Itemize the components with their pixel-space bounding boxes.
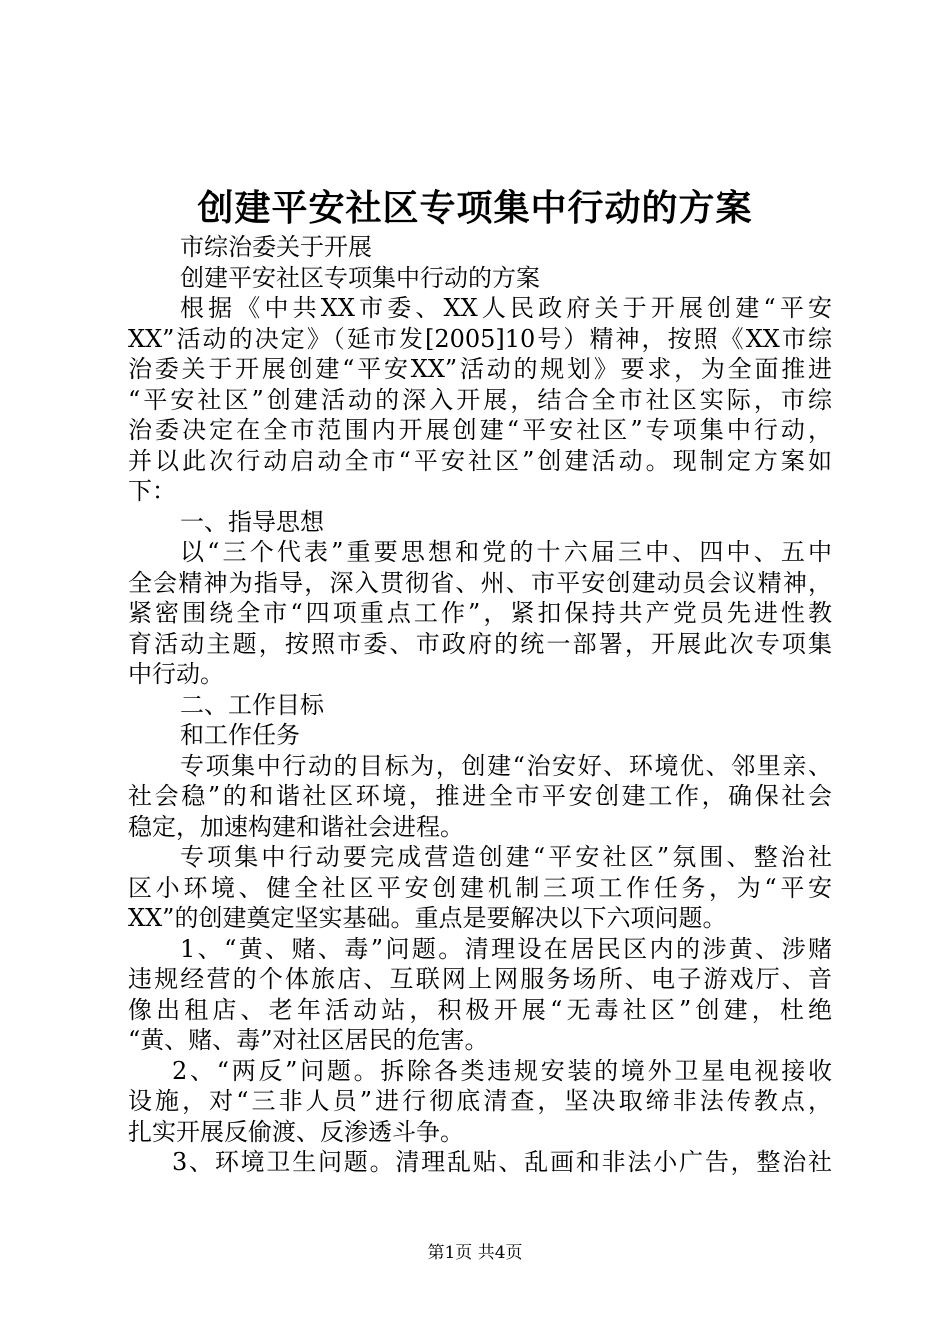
body-line: 3、环境卫生问题。清理乱贴、乱画和非法小广告，整治社 <box>172 1148 832 1176</box>
document-title: 创建平安社区专项集中行动的方案 <box>197 187 753 229</box>
body-line: 2、“两反”问题。拆除各类违规安装的境外卫星电视接收 <box>172 1056 832 1085</box>
body-line: 育活动主题，按照市委、市政府的统一部署，开展此次专项集 <box>128 629 832 658</box>
body-line: “黄、赌、毒”对社区居民的危害。 <box>128 1026 489 1054</box>
section-heading: 二、工作目标 <box>180 690 324 719</box>
body-line: 市综治委关于开展 <box>180 233 372 261</box>
body-line: 区小环境、健全社区平安创建机制三项工作任务，为“平安 <box>128 873 832 902</box>
body-line: 扎实开展反偷渡、反渗透斗争。 <box>128 1117 464 1146</box>
body-line: 设施，对“三非人员”进行彻底清查，坚决取缔非法传教点， <box>128 1087 832 1115</box>
body-line: XX”活动的决定》（延市发[2005]10号）精神，按照《XX市综 <box>128 324 832 353</box>
body-line: 违规经营的个体旅店、互联网上网服务场所、电子游戏厅、音 <box>128 965 832 993</box>
body-line: 全会精神为指导，深入贯彻省、州、市平安创建动员会议精神， <box>128 568 832 597</box>
document-body <box>128 232 832 1178</box>
body-line: 下： <box>128 477 176 505</box>
body-line: XX”的创建奠定坚实基础。重点是要解决以下六项问题。 <box>128 904 727 932</box>
body-line: 治委决定在全市范围内开展创建“平安社区”专项集中行动， <box>128 416 832 444</box>
body-line: 像出租店、老年活动站，积极开展“无毒社区”创建，杜绝 <box>128 995 832 1024</box>
body-line: 专项集中行动要完成营造创建“平安社区”氛围、整治社 <box>180 843 832 871</box>
body-line: 专项集中行动的目标为，创建“治安好、环境优、邻里亲、 <box>180 751 832 780</box>
body-line: 并以此次行动启动全市“平安社区”创建活动。现制定方案如 <box>128 446 832 475</box>
body-line: 治委关于开展创建“平安XX”活动的规划》要求，为全面推进 <box>128 355 832 383</box>
body-line: 创建平安社区专项集中行动的方案 <box>180 263 540 292</box>
page-footer: 第1页 共4页 <box>427 1243 523 1263</box>
body-line: 中行动。 <box>128 660 224 688</box>
body-line: 根据《中共XX市委、XX人民政府关于开展创建“平安 <box>180 294 832 322</box>
body-line: “平安社区”创建活动的深入开展，结合全市社区实际，市综 <box>128 385 832 414</box>
body-line: 以“三个代表”重要思想和党的十六届三中、四中、五中 <box>180 538 832 566</box>
body-line: 社会稳”的和谐社区环境，推进全市平安创建工作，确保社会 <box>128 782 832 810</box>
section-heading: 一、指导思想 <box>180 507 324 536</box>
body-line: 1、“黄、赌、毒”问题。清理设在居民区内的涉黄、涉赌 <box>180 934 832 963</box>
section-heading: 和工作任务 <box>180 721 300 749</box>
body-line: 稳定，加速构建和谐社会进程。 <box>128 812 464 841</box>
body-line: 紧密围绕全市“四项重点工作”，紧扣保持共产党员先进性教 <box>128 599 832 627</box>
